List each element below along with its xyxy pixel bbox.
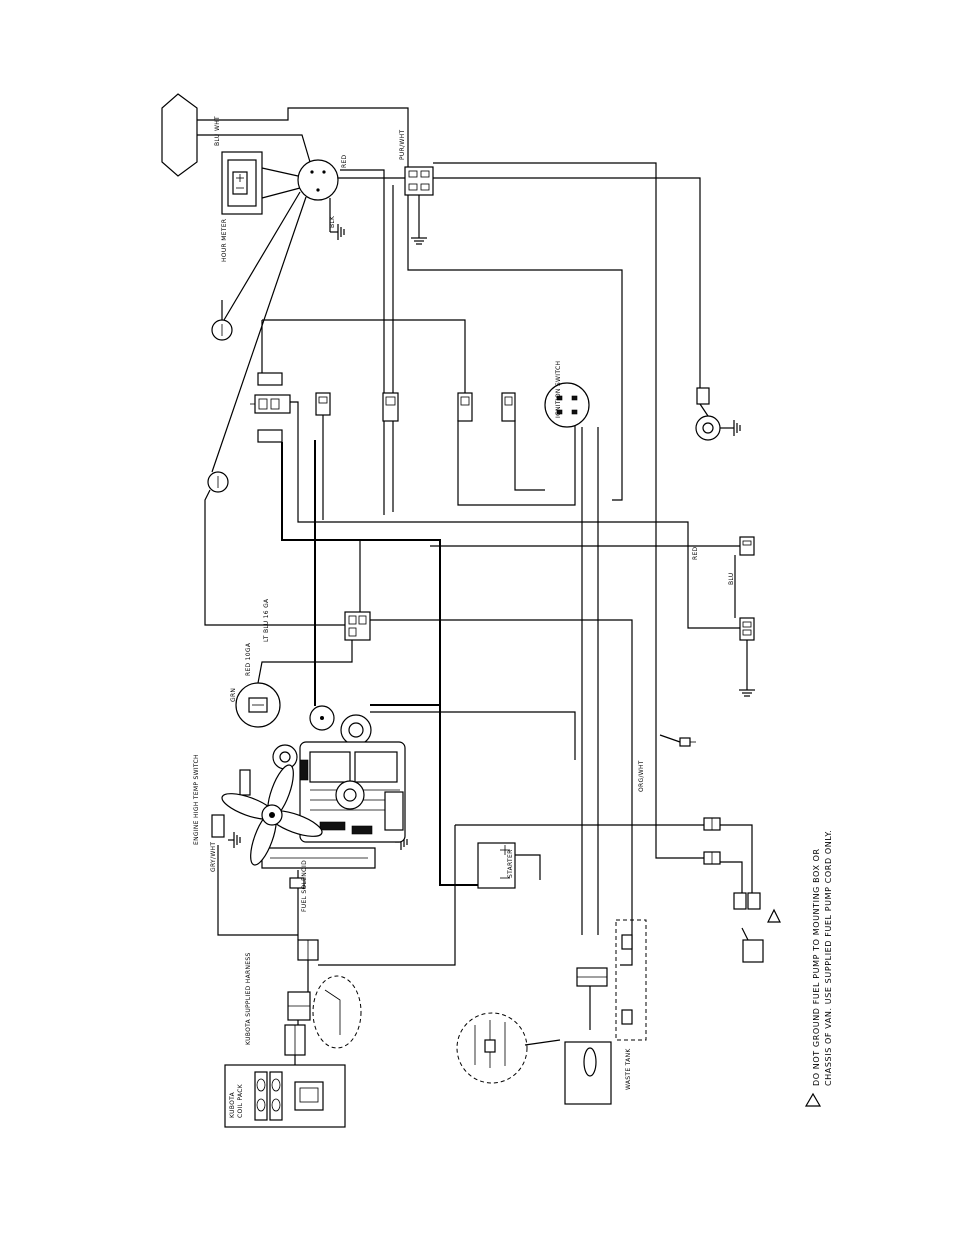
plug-connector — [162, 94, 197, 176]
wire-label: RED — [341, 154, 348, 168]
label-ignition-switch: IGNITION SWITCH — [555, 360, 562, 418]
hour-meter — [222, 152, 262, 214]
wire-label: PUR/WHT — [399, 129, 406, 160]
connector — [740, 537, 754, 555]
relay-block — [502, 393, 515, 421]
wire-label: BLK — [329, 215, 336, 228]
connector — [345, 612, 370, 640]
oil-pressure-switch — [310, 706, 334, 730]
harness-connector — [298, 940, 318, 960]
connector — [704, 852, 720, 864]
wire-label: BLU — [214, 133, 221, 146]
wire-label: ORG/WHT — [638, 760, 645, 792]
pump-gauge — [298, 160, 338, 200]
harness-connector — [285, 1025, 305, 1055]
label-coil-pack: COIL PACK — [237, 1084, 244, 1118]
wire-label: BLU — [728, 572, 735, 585]
wire-label: WHT — [214, 115, 221, 131]
connector — [704, 818, 720, 830]
label-fuel-solenoid: FUEL SOLENOID — [301, 859, 308, 912]
label-hour-meter: HOUR METER — [221, 218, 228, 262]
engine-high-temp-switch — [212, 815, 224, 837]
fuel-pump — [236, 683, 280, 727]
wire-label: GRN — [230, 687, 237, 702]
note-line-2: CHASSIS OF VAN. USE SUPPLIED FUEL PUMP CORD ONLY. — [824, 829, 833, 1086]
relay-block — [458, 393, 472, 421]
lamp-icon — [212, 320, 232, 340]
terminal-block — [405, 167, 433, 195]
harness-connector — [288, 992, 310, 1020]
fuel-pump-external — [743, 940, 763, 962]
label-kubota: KUBOTA — [229, 1091, 236, 1118]
relay-block — [383, 393, 398, 421]
wire-label: RED 10GA — [245, 642, 252, 676]
label-engine-high-temp-switch: ENGINE HIGH TEMP SWITCH — [193, 754, 200, 845]
note-line-1: DO NOT GROUND FUEL PUMP TO MOUNTING BOX OR — [812, 848, 821, 1086]
wire-label: RED — [692, 546, 699, 560]
lamp-icon — [208, 472, 228, 492]
relay-block — [316, 393, 330, 415]
label-kubota-supplied-harness: KUBOTA SUPPLIED HARNESS — [245, 952, 252, 1045]
connector — [740, 618, 754, 640]
wire-label: LT BLU 16 GA — [263, 598, 270, 642]
label-waste-tank: WASTE TANK — [625, 1048, 632, 1090]
wire-label: GRY/WHT — [210, 841, 217, 872]
ignition-switch — [545, 383, 589, 427]
temperature-sender — [341, 715, 371, 745]
label-starter: STARTER — [507, 849, 514, 878]
